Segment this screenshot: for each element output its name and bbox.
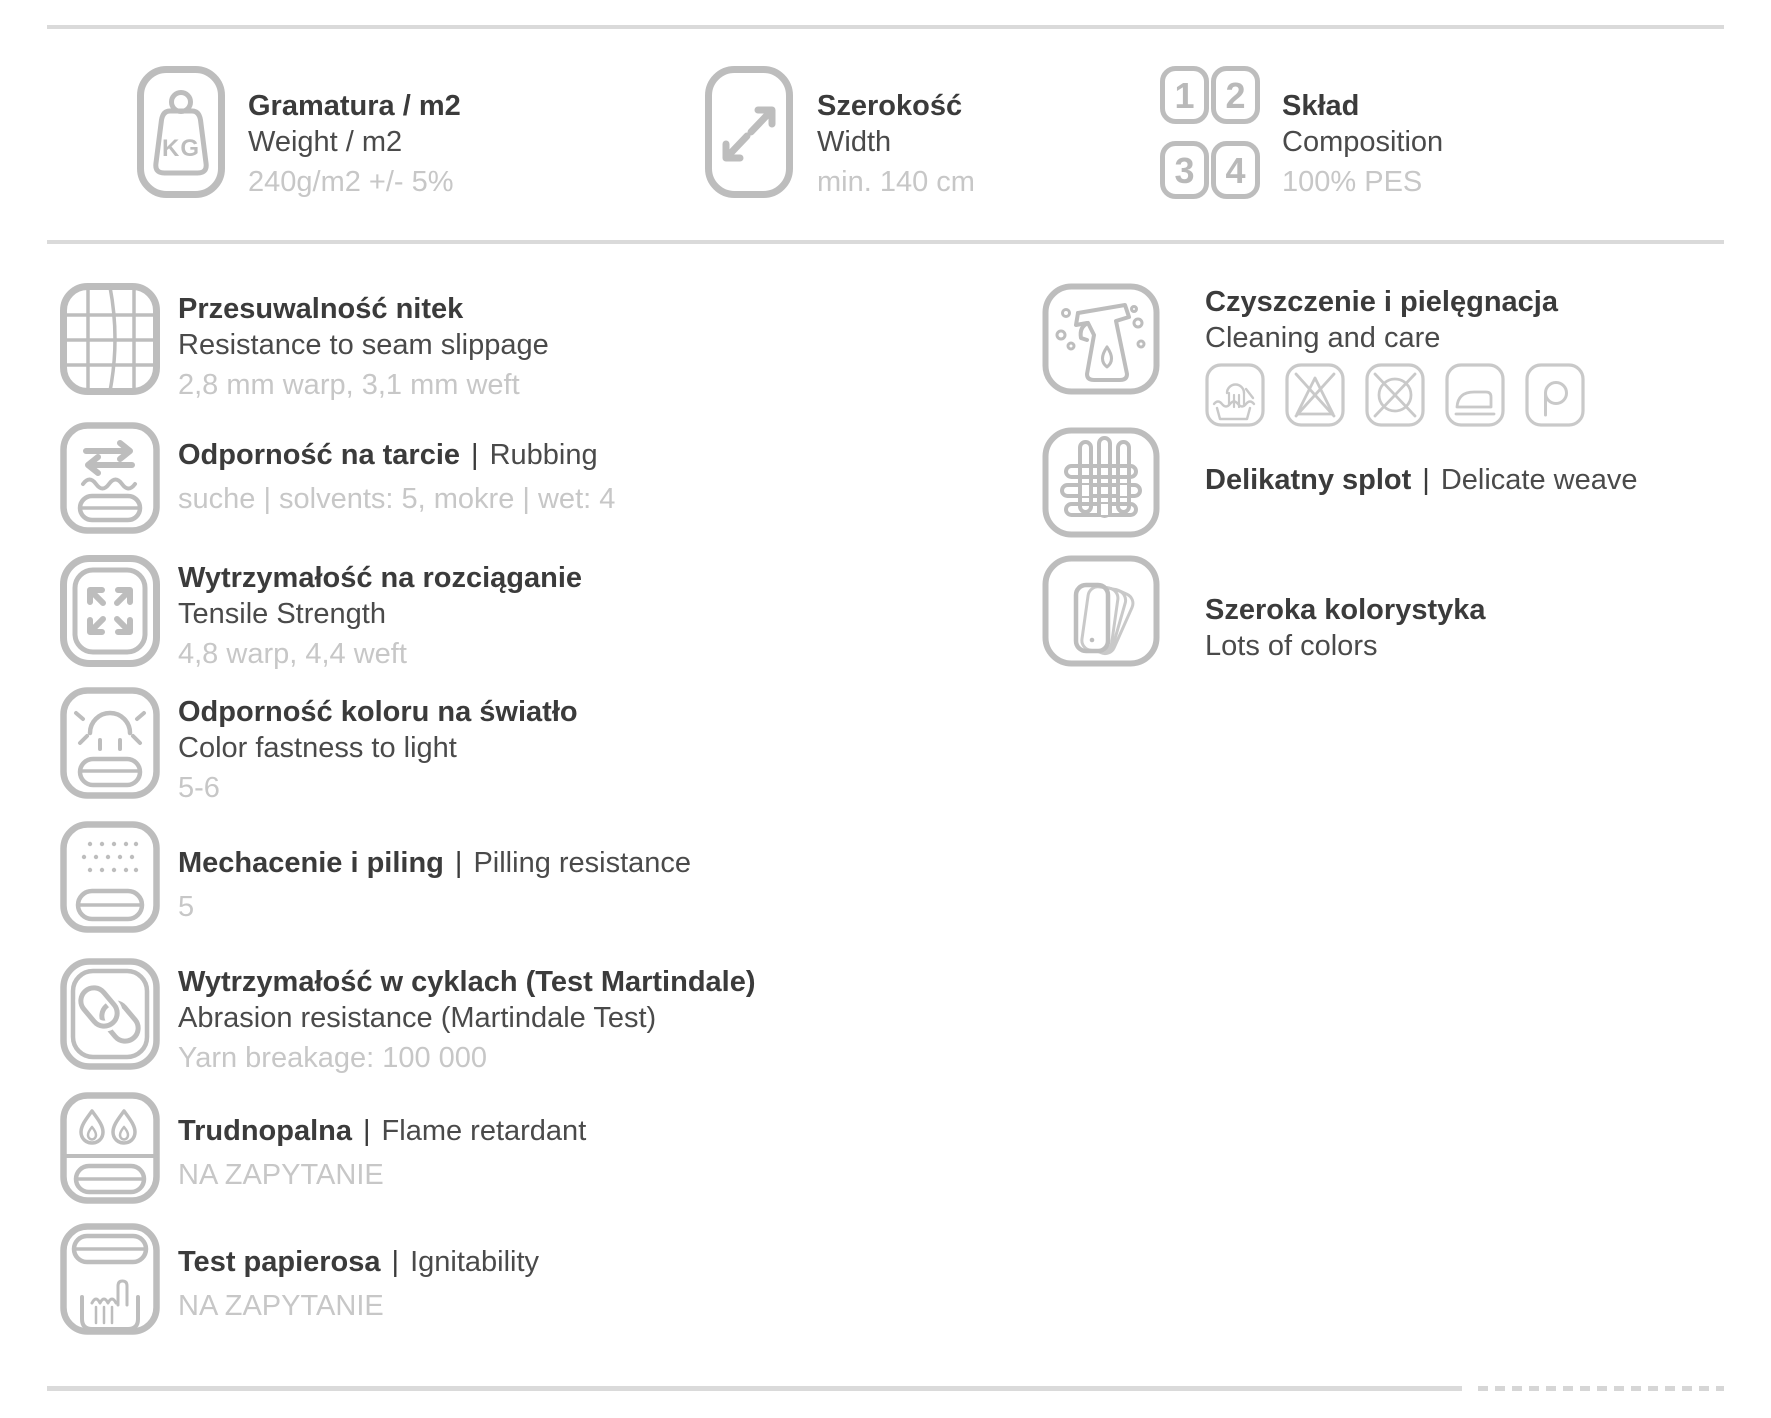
divider-bottom-marks xyxy=(1478,1386,1724,1391)
seam-slippage-title-pl: Przesuwalność nitek xyxy=(178,293,464,325)
width-title: Szerokość xyxy=(817,90,963,122)
pilling-icon xyxy=(60,821,160,933)
cigarette-test-icon xyxy=(60,1223,160,1335)
palette-title-pl: Szeroka kolorystyka xyxy=(1205,594,1486,626)
digit-2: 2 xyxy=(1225,75,1246,116)
weight-value: 240g/m2 +/- 5% xyxy=(248,166,454,198)
light-fastness-title-pl: Odporność koloru na światło xyxy=(178,696,578,728)
light-fastness-value: 5-6 xyxy=(178,772,220,804)
seam-slippage-grid-icon xyxy=(60,283,160,395)
rubbing-title-row xyxy=(178,437,615,473)
weight-title: Gramatura / m2 xyxy=(248,90,461,122)
palette-title-en: Lots of colors xyxy=(1205,630,1378,662)
rubbing-spec xyxy=(178,437,615,517)
width-subtitle: Width xyxy=(817,126,892,158)
cigarette-title-row xyxy=(178,1244,539,1280)
title-separator: | xyxy=(454,847,463,879)
light-fastness-spec xyxy=(178,694,578,806)
cigarette-test-spec xyxy=(178,1244,539,1324)
width-spec xyxy=(817,88,975,200)
martindale-title-en: Abrasion resistance (Martindale Test) xyxy=(178,1002,657,1034)
digit-3: 3 xyxy=(1174,150,1195,191)
care-symbols-row xyxy=(1205,363,1585,427)
flame-title-en: Flame retardant xyxy=(381,1115,587,1147)
divider-middle xyxy=(47,240,1724,244)
cigarette-title-pl: Test papierosa xyxy=(178,1246,381,1278)
composition-value: 100% PES xyxy=(1282,166,1423,198)
spray-bottle-icon xyxy=(1042,283,1160,395)
rubbing-title-en: Rubbing xyxy=(489,439,598,471)
seam-slippage-title-en: Resistance to seam slippage xyxy=(178,329,549,361)
tensile-title-pl: Wytrzymałość na rozciąganie xyxy=(178,562,583,594)
pilling-title-pl: Mechacenie i piling xyxy=(178,847,444,879)
do-not-tumble-dry-icon xyxy=(1365,363,1425,427)
pilling-title-en: Pilling resistance xyxy=(473,847,692,879)
tensile-title-en: Tensile Strength xyxy=(178,598,386,630)
title-separator: | xyxy=(1422,464,1430,496)
tensile-spec xyxy=(178,560,582,672)
kg-label: KG xyxy=(162,135,200,162)
cleaning-title-pl: Czyszczenie i pielęgnacja xyxy=(1205,286,1558,318)
cigarette-title-en: Ignitability xyxy=(410,1246,540,1278)
pilling-value: 5 xyxy=(178,891,195,923)
dry-clean-p-icon xyxy=(1525,363,1585,427)
weight-subtitle: Weight / m2 xyxy=(248,126,403,158)
delicate-weave-icon xyxy=(1042,427,1160,538)
weave-spec xyxy=(1205,462,1637,498)
composition-title: Skład xyxy=(1282,90,1360,122)
composition-1234-icon xyxy=(1160,66,1260,199)
rubbing-value: suche | solvents: 5, mokre | wet: 4 xyxy=(178,483,616,515)
rubbing-title-pl: Odporność na tarcie xyxy=(178,439,461,471)
weight-spec xyxy=(248,88,461,200)
pilling-spec xyxy=(178,845,691,925)
composition-spec xyxy=(1282,88,1443,200)
tensile-strength-icon xyxy=(60,555,160,667)
color-fastness-light-icon xyxy=(60,687,160,799)
light-fastness-title-en: Color fastness to light xyxy=(178,732,457,764)
flame-value: NA ZAPYTANIE xyxy=(178,1159,384,1191)
digit-4: 4 xyxy=(1225,150,1246,191)
do-not-bleach-icon xyxy=(1285,363,1345,427)
weave-title-pl: Delikatny splot xyxy=(1205,464,1412,496)
seam-slippage-value: 2,8 mm warp, 3,1 mm weft xyxy=(178,369,520,401)
martindale-chain-icon xyxy=(60,958,160,1070)
martindale-value: Yarn breakage: 100 000 xyxy=(178,1042,488,1074)
divider-top xyxy=(47,25,1724,29)
martindale-title-pl: Wytrzymałość w cyklach (Test Martindale) xyxy=(178,966,756,998)
flame-title-pl: Trudnopalna xyxy=(178,1115,352,1147)
color-swatches-icon xyxy=(1042,555,1160,667)
width-value: min. 140 cm xyxy=(817,166,975,198)
kg-weight-icon xyxy=(137,66,225,198)
weave-title-en: Delicate weave xyxy=(1440,464,1638,496)
pilling-title-row xyxy=(178,845,691,881)
iron-icon xyxy=(1445,363,1505,427)
hand-wash-icon xyxy=(1205,363,1265,427)
rubbing-icon xyxy=(60,422,160,534)
title-separator: | xyxy=(391,1246,400,1278)
flame-title-row xyxy=(178,1113,586,1149)
title-separator: | xyxy=(471,439,479,471)
tensile-value: 4,8 warp, 4,4 weft xyxy=(178,638,407,670)
divider-bottom xyxy=(47,1386,1462,1391)
title-separator: | xyxy=(363,1115,371,1147)
width-arrows-icon xyxy=(705,66,793,198)
digit-1: 1 xyxy=(1174,75,1195,116)
flame-retardant-spec xyxy=(178,1113,586,1193)
cigarette-value: NA ZAPYTANIE xyxy=(178,1290,384,1322)
martindale-spec xyxy=(178,964,756,1076)
seam-slippage-spec xyxy=(178,291,549,403)
flame-retardant-icon xyxy=(60,1092,160,1204)
palette-spec xyxy=(1205,592,1485,664)
cleaning-title-en: Cleaning and care xyxy=(1205,322,1441,354)
cleaning-spec xyxy=(1205,284,1558,356)
composition-subtitle: Composition xyxy=(1282,126,1444,158)
